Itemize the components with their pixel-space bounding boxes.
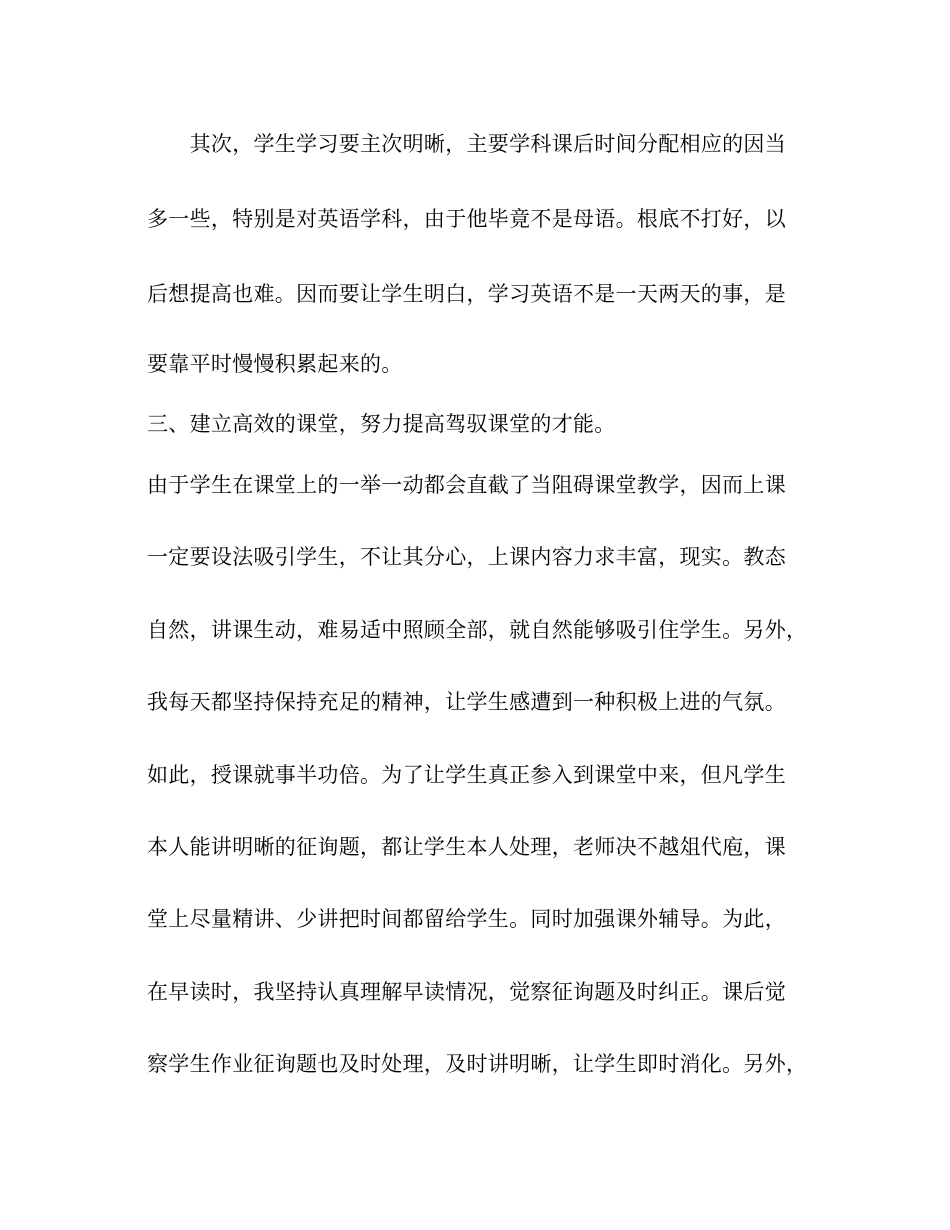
paragraph-line: 多一些，特别是对英语学科，由于他毕竟不是母语。根底不打好，以	[147, 207, 786, 231]
paragraph-line: 本人能讲明晰的征询题，都让学生本人处理，老师决不越俎代庖，课	[147, 835, 786, 859]
paragraph-line: 我每天都坚持保持充足的精神，让学生感遭到一种积极上进的气氛。	[147, 690, 786, 714]
paragraph-line: 要靠平时慢慢积累起来的。	[147, 352, 403, 376]
paragraph-line: 后想提高也难。因而要让学生明白，学习英语不是一天两天的事，是	[147, 282, 786, 306]
paragraph-line: 一定要设法吸引学生，不让其分心，上课内容力求丰富，现实。教态	[147, 545, 786, 569]
section-heading: 三、建立高效的课堂，努力提高驾驭课堂的才能。	[147, 412, 616, 436]
paragraph-line: 如此，授课就事半功倍。为了让学生真正参入到课堂中来，但凡学生	[147, 763, 786, 787]
paragraph-line: 其次，学生学习要主次明晰，主要学科课后时间分配相应的因当	[147, 132, 786, 156]
paragraph-line: 堂上尽量精讲、少讲把时间都留给学生。同时加强课外辅导。为此，	[147, 907, 786, 931]
paragraph-line: 在早读时，我坚持认真理解早读情况，觉察征询题及时纠正。课后觉	[147, 980, 786, 1004]
paragraph-line: 自然，讲课生动，难易适中照顾全部，就自然能够吸引住学生。另外，	[147, 618, 808, 642]
paragraph-line: 由于学生在课堂上的一举一动都会直截了当阻碍课堂教学，因而上课	[147, 473, 786, 497]
paragraph-line: 察学生作业征询题也及时处理，及时讲明晰，让学生即时消化。另外，	[147, 1052, 808, 1076]
